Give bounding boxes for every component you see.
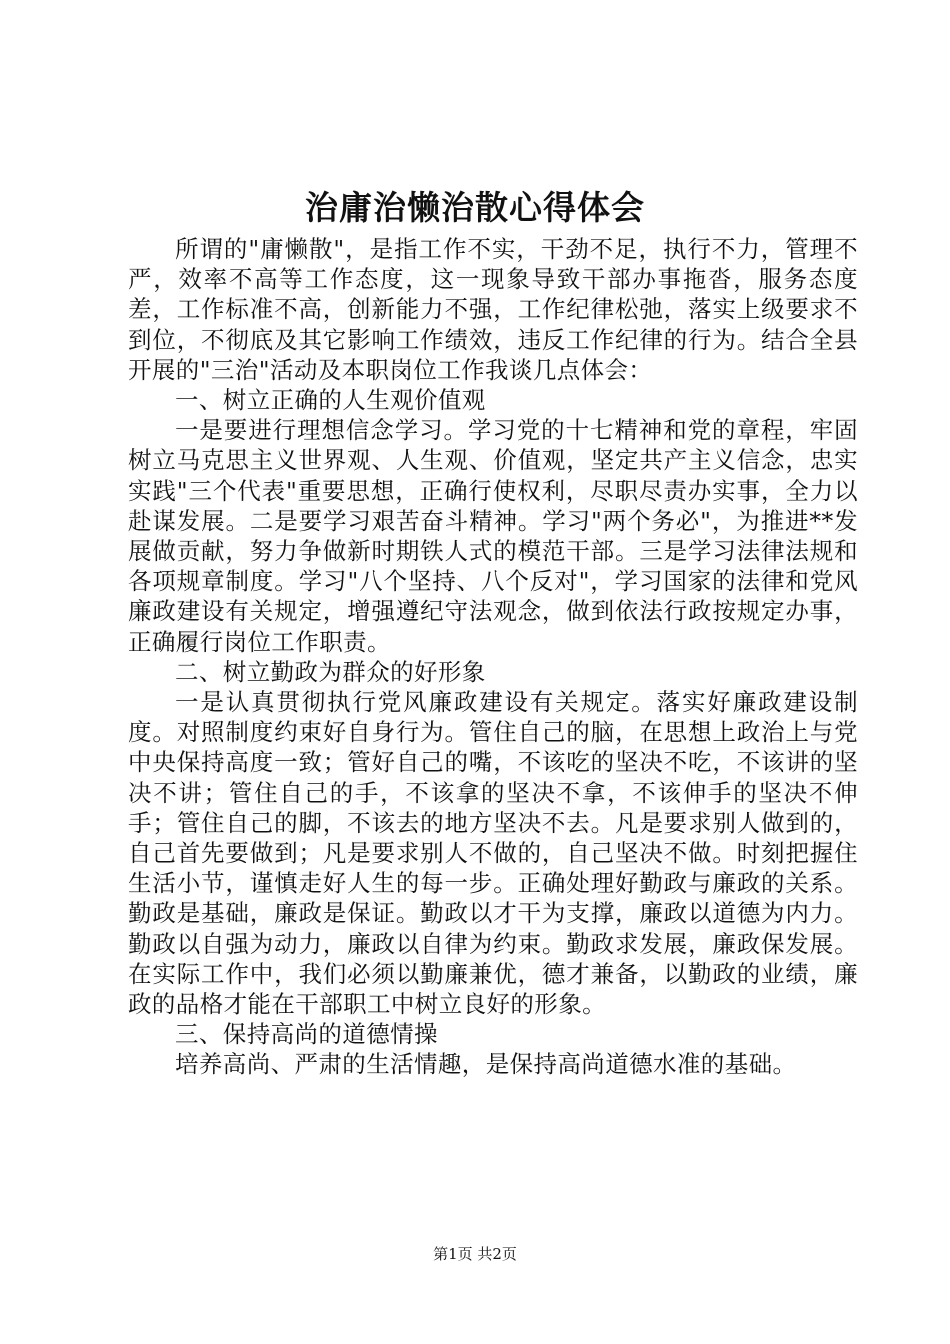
document-body [128, 234, 858, 1080]
document-title: 治庸治懒治散心得体会 [305, 188, 645, 227]
section-heading-3: 三、保持高尚的道德情操 [175, 1020, 438, 1049]
page-number-footer: 第1页 共2页 [433, 1245, 517, 1263]
section-heading-1: 一、树立正确的人生观价值观 [175, 386, 486, 415]
intro-paragraph: 所谓的"庸懒散"，是指工作不实，干劲不足，执行不力，管理不严，效率不高等工作态度，这一现象导致干部办事拖沓，服务态度差，工作标准不高，创新能力不强，工作纪律松弛，落实上级要求不到位，不彻底及其它影响工作绩效，违反工作纪律的行为。结合全县开展的"三治"活动及本职岗位工作我谈几点体会： [128, 235, 858, 384]
section-heading-2: 二、树立勤政为群众的好形象 [175, 657, 486, 686]
section-2-paragraph: 一是认真贯彻执行党风廉政建设有关规定。落实好廉政建设制度。对照制度约束好自身行为。管住自己的脑，在思想上政治上与党中央保持高度一致；管好自己的嘴，不该吃的坚决不吃，不该讲的坚决不讲；管住自己的手，不该拿的坚决不拿，不该伸手的坚决不伸手；管住自己的脚，不该去的地方坚决不去。凡是要求别人做到的，自己首先要做到；凡是要求别人不做的，自己坚决不做。时刻把握住生活小节，谨慎走好人生的每一步。正确处理好勤政与廉政的关系。勤政是基础，廉政是保证。勤政以才干为支撑，廉政以道德为内力。勤政以自强为动力，廉政以自律为约束。勤政求发展，廉政保发展。在实际工作中，我们必须以勤廉兼优，德才兼备，以勤政的业绩，廉政的品格才能在干部职工中树立良好的形象。 [128, 688, 858, 1019]
section-3-paragraph: 培养高尚、严肃的生活情趣，是保持高尚道德水准的基础。 [175, 1050, 797, 1079]
section-1-paragraph: 一是要进行理想信念学习。学习党的十七精神和党的章程，牢固树立马克思主义世界观、人生观、价值观，坚定共产主义信念，忠实实践"三个代表"重要思想，正确行使权利，尽职尽责办实事，全力以赴谋发展。二是要学习艰苦奋斗精神。学习"两个务必"，为推进**发展做贡献，努力争做新时期铁人式的模范干部。三是学习法律法规和各项规章制度。学习"八个坚持、八个反对"，学习国家的法律和党风廉政建设有关规定，增强遵纪守法观念，做到依法行政按规定办事，正确履行岗位工作职责。 [128, 416, 858, 656]
